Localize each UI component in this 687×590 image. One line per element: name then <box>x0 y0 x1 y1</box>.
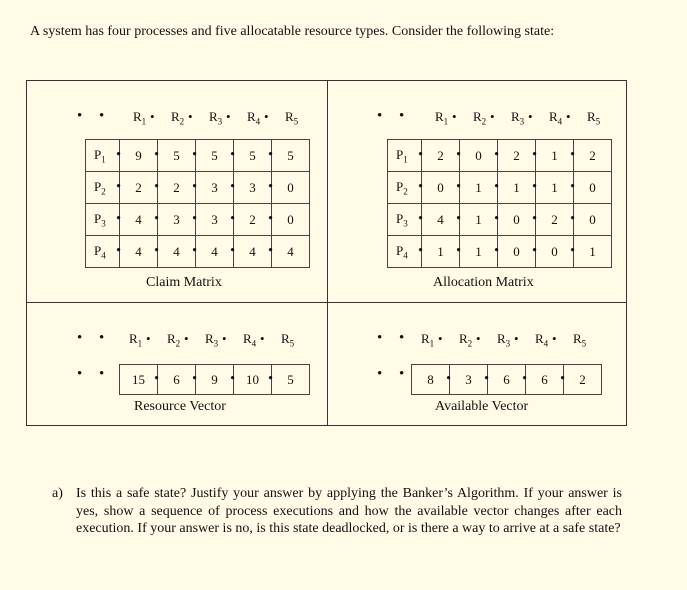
bullet: • <box>566 109 571 124</box>
question-text: Is this a safe state? Justify your answer by applying the Banker’s Algorithm. If your answer is yes, show a sequence of process executions and how the available vector changes after each execution. If your answer is no, is this state deadlocked, or is there a way to arrive at a safe state? <box>76 486 622 537</box>
matrix-cell: 5 <box>272 140 310 172</box>
matrix-cell: 4 <box>272 236 310 268</box>
resource-header-r4: $R_4$ <box>535 331 549 349</box>
resource-header-r2: $R_2$ <box>459 331 473 349</box>
vector-cell: 6 • <box>158 365 196 395</box>
resource-header-r4: $R_4$ <box>549 109 563 127</box>
bullet: • <box>452 109 457 124</box>
resource-header-r1: $R_1$ <box>421 331 435 349</box>
vector-cell: 9 • <box>196 365 234 395</box>
process-label: $P_4$ • <box>86 236 120 268</box>
bullet: • <box>226 109 231 124</box>
matrix-row <box>86 140 310 172</box>
bullet: • <box>99 108 105 124</box>
matrix-cell: 0 • <box>536 236 574 268</box>
matrix-cell: 0 <box>574 204 612 236</box>
vector-row <box>120 365 310 395</box>
bullet: • <box>399 108 405 124</box>
matrix-cell: 3 • <box>196 204 234 236</box>
matrix-cell: 4 • <box>158 236 196 268</box>
resource-header-r3: $R_3$ <box>205 331 219 349</box>
allocation-header-row <box>387 109 627 127</box>
claim-matrix-caption: Claim Matrix <box>146 275 222 290</box>
resource-header-r1: $R_1$ <box>435 109 449 127</box>
matrix-row <box>388 140 612 172</box>
matrix-cell: 4 • <box>196 236 234 268</box>
matrix-cell: 0 <box>574 172 612 204</box>
vertical-divider <box>327 81 328 425</box>
question-label: a) <box>52 486 63 501</box>
matrix-cell: 3 • <box>234 172 272 204</box>
matrix-cell: 0 • <box>460 140 498 172</box>
matrix-cell: 2 • <box>498 140 536 172</box>
bullet: • <box>264 109 269 124</box>
resource-header-r5: $R_5$ <box>587 109 601 127</box>
matrix-cell: 9 • <box>120 140 158 172</box>
bullet: • <box>552 331 557 346</box>
matrix-cell: 2 • <box>536 204 574 236</box>
matrix-row <box>388 204 612 236</box>
resource-header-r2: $R_2$ <box>167 331 181 349</box>
resource-header-r2: $R_2$ <box>473 109 487 127</box>
matrix-cell: 5 • <box>196 140 234 172</box>
available-header-row <box>411 331 621 349</box>
matrix-cell: 0 <box>272 172 310 204</box>
bullet: • <box>99 366 105 382</box>
matrix-cell: 2 • <box>158 172 196 204</box>
bullet: • <box>77 330 83 346</box>
vector-row <box>412 365 602 395</box>
process-label: $P_3$ • <box>388 204 422 236</box>
process-label: $P_1$ • <box>388 140 422 172</box>
question-a <box>52 485 622 538</box>
matrix-row <box>86 204 310 236</box>
resource-header-r3: $R_3$ <box>497 331 511 349</box>
resource-header-r3: $R_3$ <box>209 109 223 127</box>
bullet: • <box>438 331 443 346</box>
horizontal-divider <box>27 302 626 303</box>
process-label: $P_2$ • <box>388 172 422 204</box>
matrix-cell: 0 • <box>498 236 536 268</box>
matrix-cell: 4 • <box>234 236 272 268</box>
matrix-cell: 1 • <box>536 172 574 204</box>
bullet: • <box>377 330 383 346</box>
resource-header-r1: $R_1$ <box>129 331 143 349</box>
matrix-cell: 1 • <box>422 236 460 268</box>
available-vector-table <box>411 364 602 395</box>
process-label: $P_1$ • <box>86 140 120 172</box>
matrix-cell: 1 • <box>460 236 498 268</box>
vector-cell: 5 <box>272 365 310 395</box>
resource-header-r5: $R_5$ <box>573 331 587 349</box>
matrix-row <box>388 172 612 204</box>
matrix-row <box>86 236 310 268</box>
matrix-cell: 2 <box>574 140 612 172</box>
matrix-cell: 0 • <box>422 172 460 204</box>
bullet: • <box>528 109 533 124</box>
bullet: • <box>399 366 405 382</box>
resource-header-r1: $R_1$ <box>133 109 147 127</box>
matrix-row <box>388 236 612 268</box>
bullet: • <box>188 109 193 124</box>
vector-cell: 3 • <box>450 365 488 395</box>
matrix-cell: 5 • <box>234 140 272 172</box>
matrix-cell: 3 • <box>158 204 196 236</box>
matrix-cell: 2 • <box>234 204 272 236</box>
bullet: • <box>514 331 519 346</box>
matrix-cell: 1 • <box>460 204 498 236</box>
matrix-cell: 1 • <box>536 140 574 172</box>
matrix-cell: 2 • <box>422 140 460 172</box>
claim-matrix-table <box>85 139 310 268</box>
bullet: • <box>99 330 105 346</box>
state-table <box>26 80 627 426</box>
bullet: • <box>150 109 155 124</box>
bullet: • <box>399 330 405 346</box>
vector-cell: 10 • <box>234 365 272 395</box>
resource-vector-table <box>119 364 310 395</box>
bullet: • <box>146 331 151 346</box>
matrix-cell: 4 • <box>120 204 158 236</box>
bullet: • <box>77 108 83 124</box>
matrix-cell: 0 <box>272 204 310 236</box>
bullet: • <box>377 108 383 124</box>
vector-cell: 15 • <box>120 365 158 395</box>
resource-header-row <box>119 331 329 349</box>
matrix-cell: 0 • <box>498 204 536 236</box>
allocation-matrix-table <box>387 139 612 268</box>
vector-cell: 8 • <box>412 365 450 395</box>
resource-vector-caption: Resource Vector <box>134 399 226 414</box>
available-vector-caption: Available Vector <box>435 399 529 414</box>
process-label: $P_3$ • <box>86 204 120 236</box>
matrix-cell: 1 • <box>498 172 536 204</box>
matrix-cell: 1 • <box>460 172 498 204</box>
matrix-row <box>86 172 310 204</box>
resource-header-r5: $R_5$ <box>281 331 295 349</box>
matrix-cell: 4 • <box>422 204 460 236</box>
vector-cell: 2 <box>564 365 602 395</box>
vector-cell: 6 • <box>488 365 526 395</box>
matrix-cell: 5 • <box>158 140 196 172</box>
vector-cell: 6 • <box>526 365 564 395</box>
allocation-matrix-caption: Allocation Matrix <box>433 275 534 290</box>
resource-header-r4: $R_4$ <box>243 331 257 349</box>
bullet: • <box>260 331 265 346</box>
bullet: • <box>490 109 495 124</box>
matrix-cell: 2 • <box>120 172 158 204</box>
process-label: $P_2$ • <box>86 172 120 204</box>
intro-text: A system has four processes and five allocatable resource types. Consider the following state: <box>30 24 555 39</box>
bullet: • <box>377 366 383 382</box>
resource-header-r2: $R_2$ <box>171 109 185 127</box>
resource-header-r5: $R_5$ <box>285 109 299 127</box>
bullet: • <box>77 366 83 382</box>
bullet: • <box>222 331 227 346</box>
matrix-cell: 1 <box>574 236 612 268</box>
matrix-cell: 3 • <box>196 172 234 204</box>
bullet: • <box>476 331 481 346</box>
resource-header-r4: $R_4$ <box>247 109 261 127</box>
matrix-cell: 4 • <box>120 236 158 268</box>
process-label: $P_4$ • <box>388 236 422 268</box>
resource-header-r3: $R_3$ <box>511 109 525 127</box>
claim-header-row <box>85 109 325 127</box>
bullet: • <box>184 331 189 346</box>
